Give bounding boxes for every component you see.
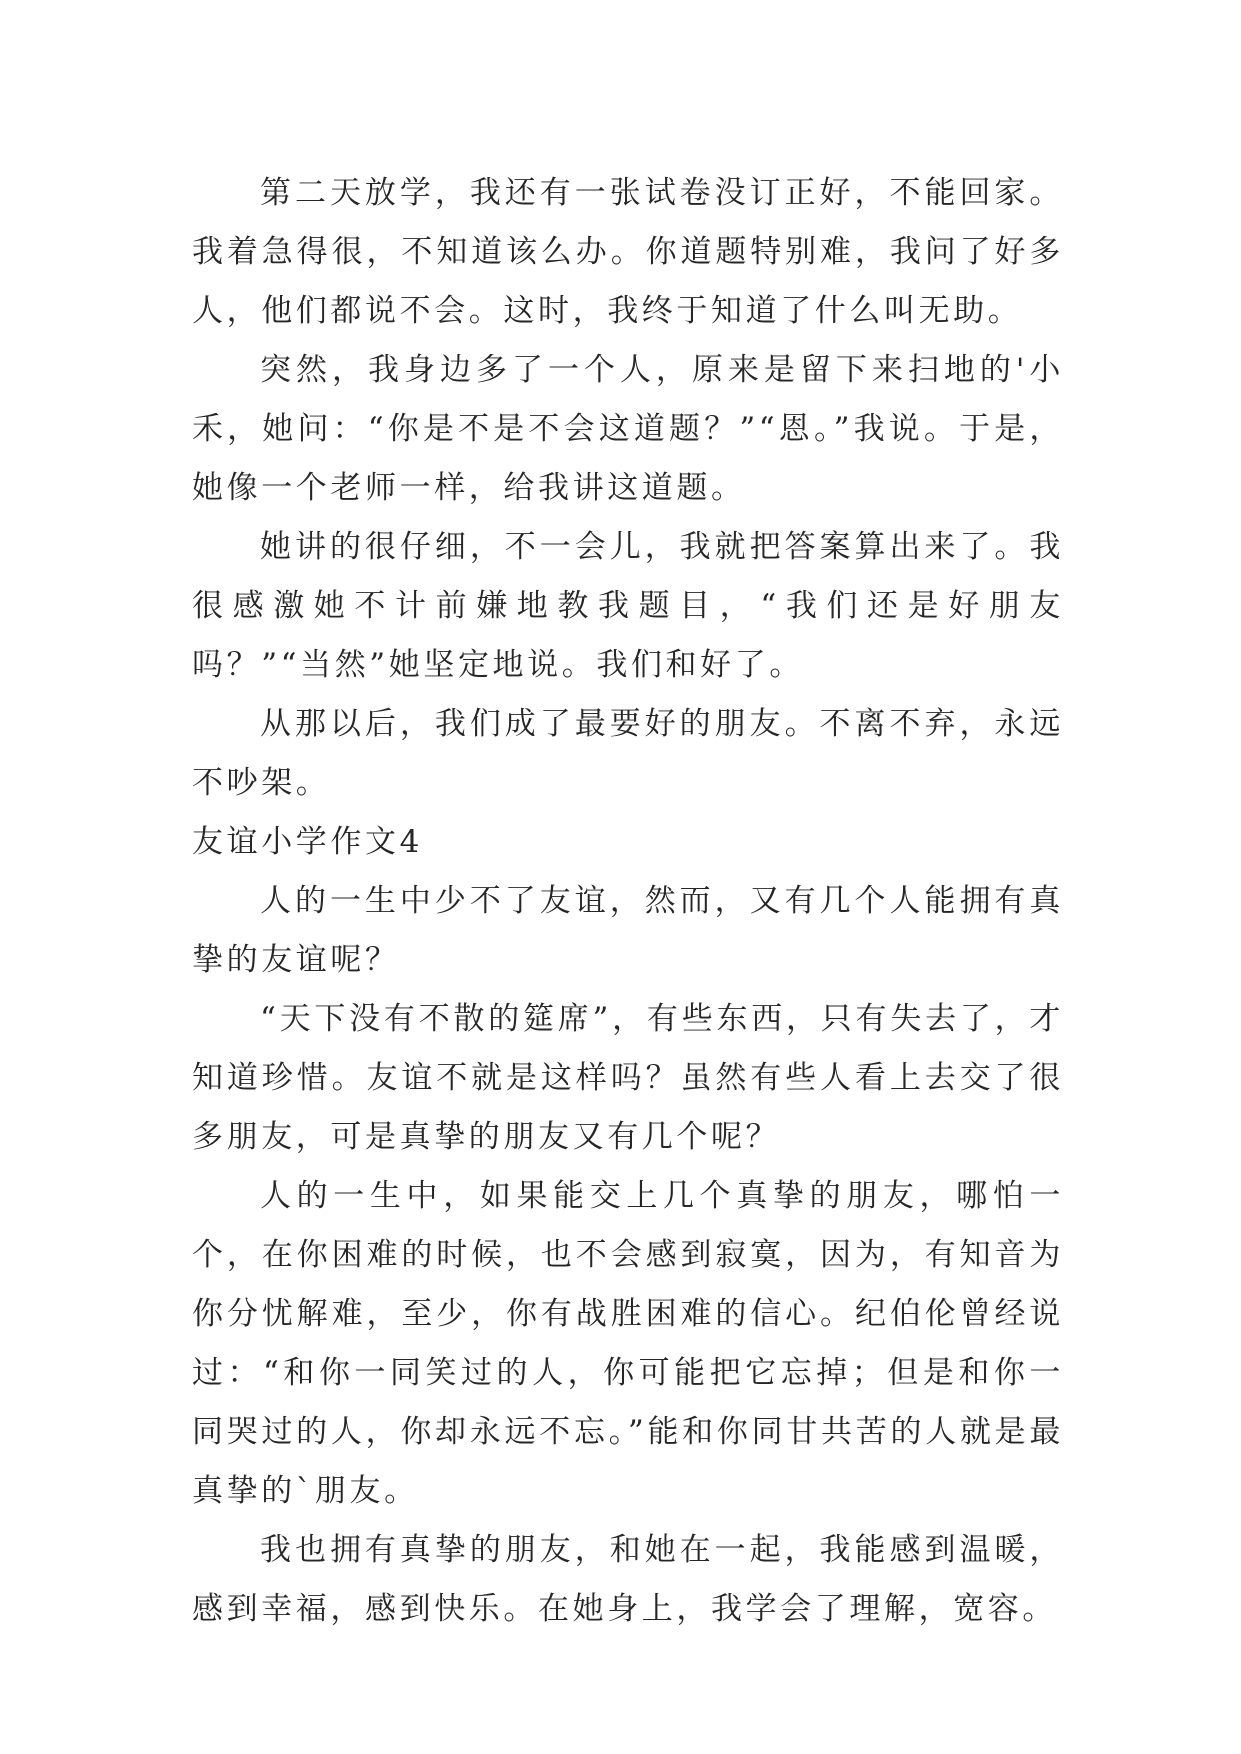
paragraph: 从那以后，我们成了最要好的朋友。不离不弃，永远不吵架。 [192, 706, 1064, 801]
section-heading: 友谊小学作文4 [192, 824, 423, 860]
paragraph: 人的一生中少不了友谊，然而，又有几个人能拥有真挚的友谊呢？ [192, 883, 1064, 978]
document-page [192, 164, 1064, 1639]
paragraph: 人的一生中，如果能交上几个真挚的朋友，哪怕一个，在你困难的时候，也不会感到寂寞，因为，有知音为你分忧解难，至少，你有战胜困难的信心。纪伯伦曾经说过：“和你一同笑过的人，你可能把它忘掉；但是和你一同哭过的人，你却永远不忘。”能和你同甘共苦的人就是最真挚的`朋友。 [192, 1178, 1064, 1509]
paragraph: 第二天放学，我还有一张试卷没订正好，不能回家。我着急得很，不知道该么办。你道题特别难，我问了好多人，他们都说不会。这时，我终于知道了什么叫无助。 [192, 175, 1064, 329]
paragraph: 她讲的很仔细，不一会儿，我就把答案算出来了。我很感激她不计前嫌地教我题目，“我们还是好朋友吗？”“当然”她坚定地说。我们和好了。 [192, 529, 1064, 683]
paragraph: 我也拥有真挚的朋友，和她在一起，我能感到温暖，感到幸福，感到快乐。在她身上，我学会了理解，宽容。 [192, 1532, 1064, 1627]
paragraph: “天下没有不散的筵席”，有些东西，只有失去了，才知道珍惜。友谊不就是这样吗？虽然有些人看上去交了很多朋友，可是真挚的朋友又有几个呢？ [192, 1001, 1064, 1155]
paragraph: 突然，我身边多了一个人，原来是留下来扫地的'小禾，她问：“你是不是不会这道题？”“恩。”我说。于是，她像一个老师一样，给我讲这道题。 [192, 352, 1064, 506]
